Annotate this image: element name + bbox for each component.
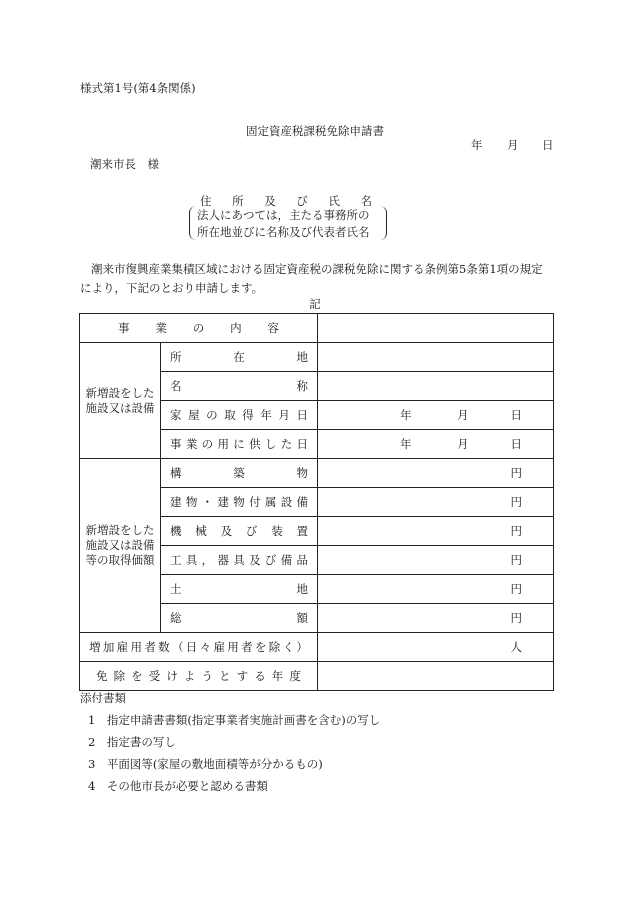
acquisition-cost-group-label: 新増設をした 施設又は設備 等の取得価額 <box>80 459 161 633</box>
tools-label: 工 具 ， 器 具 及 び 備 品 <box>161 546 318 575</box>
employees-label: 増 加 雇 用 者 数 （ 日 々 雇 用 者 を 除 く ） <box>80 633 318 662</box>
acquisition-date-label: 家 屋 の 取 得 年 月 日 <box>161 401 318 430</box>
addressee: 潮来市長 様 <box>90 157 159 171</box>
business-content-field[interactable] <box>318 314 554 343</box>
machinery-label: 機 械 及 び 装 置 <box>161 517 318 546</box>
buildings-field[interactable]: 円 <box>318 488 554 517</box>
application-table <box>79 313 554 691</box>
attachment-item: 2 指定書の写し <box>88 735 176 749</box>
structures-label: 構 築 物 <box>161 459 318 488</box>
table-row-location <box>80 343 554 372</box>
table-row-structures <box>80 459 554 488</box>
applicant-note-line1: 法人にあつては，主たる事務所の <box>197 208 370 222</box>
document-title: 固定資産税課税免除申請書 <box>246 124 384 138</box>
acquisition-date-field[interactable]: 年 月 日 <box>318 401 554 430</box>
date-month-label: 月 <box>507 138 519 152</box>
facility-group-label: 新増設をした 施設又は設備 <box>80 343 161 459</box>
tools-field[interactable]: 円 <box>318 546 554 575</box>
service-date-field[interactable]: 年 月 日 <box>318 430 554 459</box>
location-label: 所 在 地 <box>161 343 318 372</box>
attachments-heading: 添付書類 <box>80 691 126 705</box>
form-number: 様式第1号(第4条関係) <box>80 81 196 95</box>
exemption-year-label: 免 除 を 受 け よ う と す る 年 度 <box>80 662 318 691</box>
date-day-label: 日 <box>542 138 554 152</box>
land-label: 土 地 <box>161 575 318 604</box>
land-field[interactable]: 円 <box>318 575 554 604</box>
table-row-business <box>80 314 554 343</box>
total-field[interactable]: 円 <box>318 604 554 633</box>
attachment-item: 3 平面図等(家屋の敷地面積等が分かるもの) <box>88 757 323 771</box>
structures-field[interactable]: 円 <box>318 459 554 488</box>
table-row-exemption-year <box>80 662 554 691</box>
total-label: 総 額 <box>161 604 318 633</box>
applicant-heading: 住 所 及 び 氏 名 <box>200 194 372 208</box>
ki-heading: 記 <box>309 297 321 311</box>
exemption-year-field[interactable] <box>318 662 554 691</box>
buildings-label: 建 物 ・ 建 物 付 属 設 備 <box>161 488 318 517</box>
applicant-note-line2: 所在地並びに名称及び代表者氏名 <box>197 225 370 239</box>
date-year-label: 年 <box>471 138 483 152</box>
business-content-label: 事 業 の 内 容 <box>80 314 318 343</box>
service-date-label: 事 業 の 用 に 供 し た 日 <box>161 430 318 459</box>
attachment-item: 4 その他市長が必要と認める書類 <box>88 779 268 793</box>
table-row-employees <box>80 633 554 662</box>
application-statement: 潮来市復興産業集積区域における固定資産税の課税免除に関する条例第5条第1項の規定 により，下記のとおり申請します。 <box>80 262 543 295</box>
attachment-item: 1 指定申請書書類(指定事業者実施計画書を含む)の写し <box>88 713 381 727</box>
employees-field[interactable]: 人 <box>318 633 554 662</box>
location-field[interactable] <box>318 343 554 372</box>
machinery-field[interactable]: 円 <box>318 517 554 546</box>
name-field[interactable] <box>318 372 554 401</box>
name-label: 名 称 <box>161 372 318 401</box>
